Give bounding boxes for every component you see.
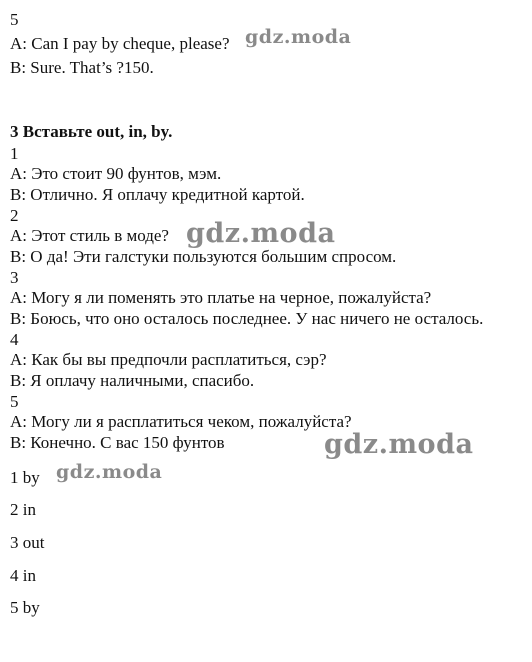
dialogue-line-b: B: Я оплачу наличными, спасибо. — [10, 371, 255, 390]
watermark: gdz.moda — [186, 218, 336, 249]
dialogue-line-a: A: Могу я ли поменять это платье на черное, пожалуйста? — [10, 288, 432, 307]
watermark: gdz.moda — [56, 461, 163, 483]
item-number: 3 — [10, 268, 19, 287]
item-number: 5 — [10, 392, 19, 411]
answer-line: 2 in — [10, 500, 36, 519]
dialogue-line-b: B: Отлично. Я оплачу кредитной картой. — [10, 185, 305, 204]
item-number: 4 — [10, 330, 19, 349]
dialogue-line-a: A: Как бы вы предпочли расплатиться, сэр? — [10, 350, 327, 369]
dialogue-line-b: B: Конечно. С вас 150 фунтов — [10, 433, 225, 452]
item-number: 2 — [10, 206, 19, 225]
dialogue-line-a: A: Can I pay by cheque, please? — [10, 34, 230, 53]
dialogue-line-b: B: Боюсь, что оно осталось последнее. У нас ничего не осталось. — [10, 309, 484, 328]
watermark: gdz.moda — [324, 429, 474, 460]
answer-line: 3 out — [10, 533, 45, 552]
watermark: gdz.moda — [245, 26, 352, 48]
answer-line: 5 by — [10, 598, 40, 617]
exercise-heading: 3 Вставьте out, in, by. — [10, 122, 173, 141]
item-number: 5 — [10, 10, 19, 29]
dialogue-line-b: B: О да! Эти галстуки пользуются большим спросом. — [10, 247, 397, 266]
answer-line: 1 by — [10, 468, 40, 487]
dialogue-line-a: A: Могу ли я расплатиться чеком, пожалуйста? — [10, 412, 352, 431]
answer-line: 4 in — [10, 566, 36, 585]
dialogue-line-a: A: Это стоит 90 фунтов, мэм. — [10, 164, 222, 183]
dialogue-line-b: B: Sure. That’s ?150. — [10, 58, 154, 77]
item-number: 1 — [10, 144, 19, 163]
dialogue-line-a: A: Этот стиль в моде? — [10, 226, 169, 245]
